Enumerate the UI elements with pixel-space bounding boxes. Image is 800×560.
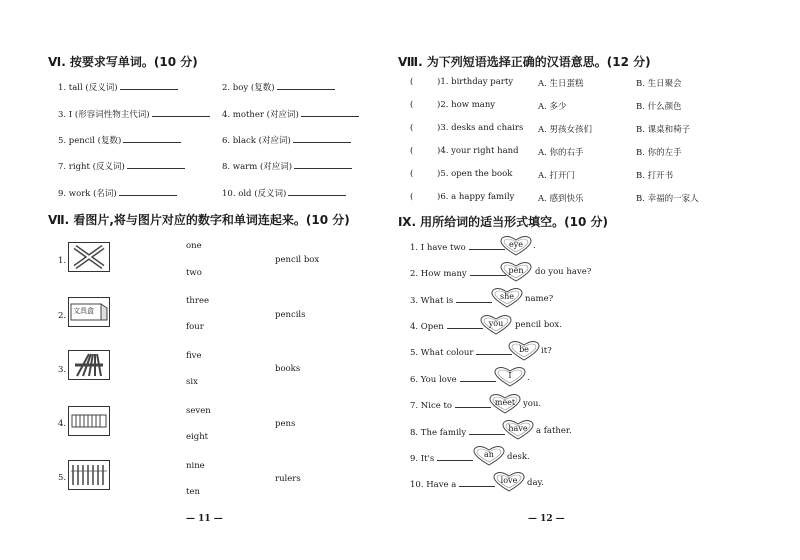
s8-row-6-option-a: A. 感到快乐 (538, 194, 584, 204)
crossed-pencils-icon (69, 243, 109, 271)
s9-row-10-suffix: day. (527, 478, 544, 488)
s9-row-1-heart: eye (500, 236, 532, 256)
s8-row-5-item: )5. open the book (437, 169, 513, 179)
s8-row-5-option-b: B. 打开书 (636, 171, 674, 181)
s8-row-2-paren: ( (410, 100, 414, 110)
s9-row-8-prefix: 8. The family (410, 426, 508, 438)
s8-row-4-paren: ( (410, 146, 414, 156)
s6-item-6: 6. black (对应词) (222, 134, 351, 146)
s7-row-1-object: pencil box (275, 255, 320, 265)
s9-row-9-prefix: 9. It's (410, 452, 476, 464)
books-stack-icon (69, 407, 109, 435)
s7-row-5-word-a: nine (186, 461, 205, 471)
s7-row-4-word-b: eight (186, 432, 209, 442)
s9-row-6-heart: I (494, 367, 526, 387)
s6-item-10: 10. old (反义词) (222, 187, 346, 199)
s7-row-4-word-a: seven (186, 406, 211, 416)
s7-row-4-object: pens (275, 419, 296, 429)
s9-row-5-prefix: 5. What colour (410, 346, 515, 358)
page-number-right: — 12 — (528, 514, 565, 524)
s9-row-7-prefix: 7. Nice to (410, 399, 494, 411)
s8-row-5-option-a: A. 打开门 (538, 171, 576, 181)
s7-row-5-num: 5. (58, 473, 67, 483)
s9-row-9-suffix: desk. (507, 452, 530, 462)
s6-item-9: 9. work (名词) (58, 187, 177, 199)
s9-row-3-heart: she (491, 288, 523, 308)
s6-item-5: 5. pencil (复数) (58, 134, 181, 146)
s9-row-5-suffix: it? (541, 346, 552, 356)
s9-row-10-prefix: 10. Have a (410, 478, 498, 490)
s8-row-2-item: )2. how many (437, 100, 496, 110)
s6-item-1: 1. tall (反义词) (58, 81, 178, 93)
s8-row-1-option-a: A. 生日蛋糕 (538, 79, 584, 89)
s6-item-8: 8. warm (对应词) (222, 160, 352, 172)
section-7-title: Ⅶ. 看图片,将与图片对应的数字和单词连起来。(10 分) (48, 213, 350, 227)
s9-row-7-suffix: you. (523, 399, 542, 409)
s6-item-3: 3. I (形容词性物主代词) (58, 108, 210, 120)
s8-row-3-item: )3. desks and chairs (437, 123, 524, 133)
s9-row-3-suffix: name? (525, 294, 554, 304)
s7-row-1-picture (68, 242, 110, 272)
page-number-left: — 11 — (186, 514, 223, 524)
s9-row-3-prefix: 3. What is (410, 294, 495, 306)
s7-row-2-object: pencils (275, 310, 306, 320)
s9-row-8-suffix: a father. (536, 426, 572, 436)
s7-row-5-picture (68, 460, 110, 490)
s8-row-2-option-b: B. 什么颜色 (636, 102, 682, 112)
s9-row-1-suffix: . (533, 241, 536, 251)
s7-row-2-num: 2. (58, 311, 67, 321)
s9-row-4-suffix: pencil box. (515, 320, 562, 330)
section-9-title: Ⅸ. 用所给词的适当形式填空。(10 分) (398, 215, 609, 229)
s7-row-1-word-a: one (186, 241, 202, 251)
s7-row-3-picture (68, 350, 110, 380)
s6-item-2: 2. boy (复数) (222, 81, 335, 93)
s8-row-3-option-b: B. 课桌和椅子 (636, 125, 691, 135)
s9-row-7-heart: meet (489, 394, 521, 414)
s9-row-6-prefix: 6. You love (410, 373, 499, 385)
s8-row-3-paren: ( (410, 123, 414, 133)
s9-row-5-heart: be (508, 341, 540, 361)
s8-row-1-option-b: B. 生日聚会 (636, 79, 682, 89)
s7-row-2-word-a: three (186, 296, 210, 306)
s8-row-2-option-a: A. 多少 (538, 102, 567, 112)
s8-row-1-paren: ( (410, 77, 414, 87)
s7-row-3-num: 3. (58, 365, 67, 375)
s9-row-2-prefix: 2. How many (410, 267, 509, 279)
s7-row-3-word-b: six (186, 377, 198, 387)
s7-row-1-num: 1. (58, 256, 67, 266)
s7-row-4-picture (68, 406, 110, 436)
s9-row-4-prefix: 4. Open (410, 320, 486, 332)
s9-row-1-prefix: 1. I have two (410, 241, 508, 253)
s7-row-3-object: books (275, 364, 301, 374)
s7-row-1-word-b: two (186, 268, 202, 278)
section-6-title: Ⅵ. 按要求写单词。(10 分) (48, 55, 198, 69)
pencil-box-label: 文具盒 (73, 307, 94, 315)
s8-row-6-paren: ( (410, 192, 414, 202)
s8-row-1-item: )1. birthday party (437, 77, 514, 87)
section-8-title: Ⅷ. 为下列短语选择正确的汉语意思。(12 分) (398, 55, 651, 69)
s8-row-6-option-b: B. 幸福的一家人 (636, 194, 699, 204)
s8-row-5-paren: ( (410, 169, 414, 179)
s9-row-6-suffix: . (527, 373, 530, 383)
rulers-icon (69, 461, 109, 489)
s8-row-4-item: )4. your right hand (437, 146, 519, 156)
s7-row-5-object: rulers (275, 474, 301, 484)
s7-row-3-word-a: five (186, 351, 202, 361)
s6-item-4: 4. mother (对应词) (222, 108, 359, 120)
s9-row-2-suffix: do you have? (535, 267, 592, 277)
s7-row-2-word-b: four (186, 322, 204, 332)
s7-row-2-picture (68, 297, 110, 327)
s7-row-5-word-b: ten (186, 487, 200, 497)
s9-row-8-heart: have (502, 420, 534, 440)
s6-item-7: 7. right (反义词) (58, 160, 185, 172)
s7-row-4-num: 4. (58, 419, 67, 429)
s8-row-3-option-a: A. 男孩女孩们 (538, 125, 593, 135)
s8-row-4-option-a: A. 你的右手 (538, 148, 584, 158)
pens-bundle-icon (69, 351, 109, 379)
s9-row-4-heart: you (480, 315, 512, 335)
s9-row-10-heart: love (493, 472, 525, 492)
s9-row-9-heart: an (473, 446, 505, 466)
s8-row-4-option-b: B. 你的左手 (636, 148, 682, 158)
s8-row-6-item: )6. a happy family (437, 192, 515, 202)
s9-row-2-heart: pen (500, 262, 532, 282)
